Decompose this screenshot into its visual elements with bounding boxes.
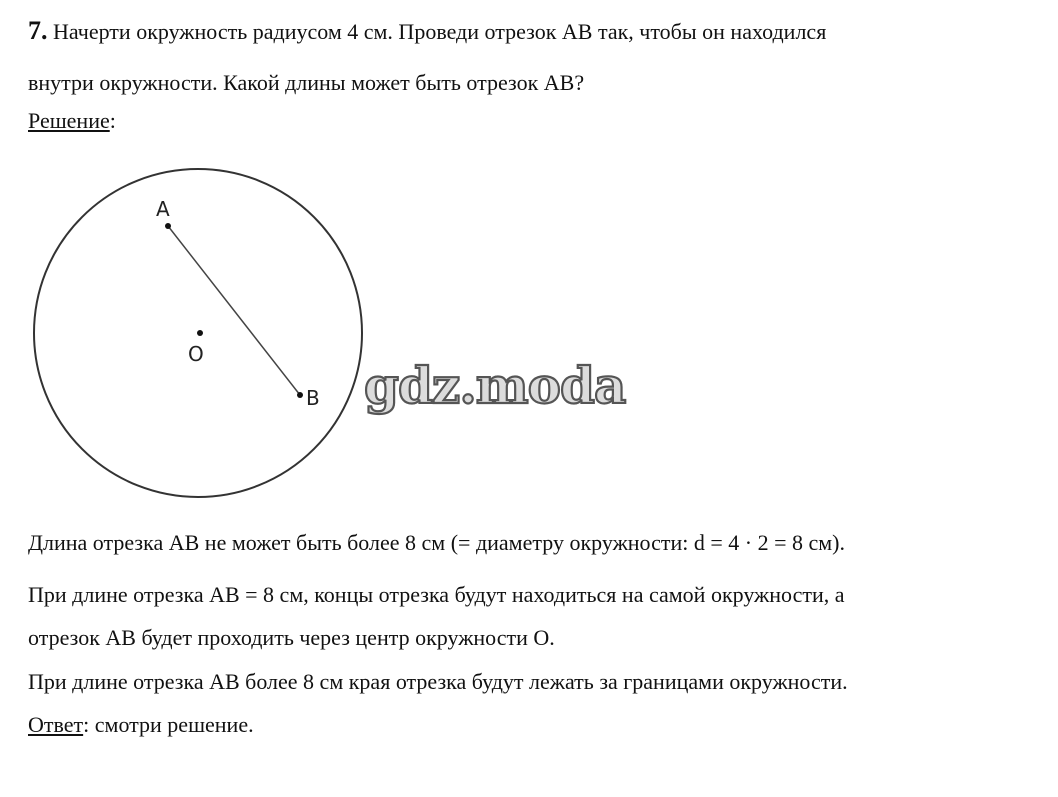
paragraph-1 bbox=[28, 530, 845, 556]
task-text-line-2: внутри окружности. Какой длины может быть отрезок АВ? bbox=[28, 70, 585, 95]
point-a bbox=[165, 223, 171, 229]
paragraph-3 bbox=[28, 669, 848, 695]
watermark-logo: gdz.moda bbox=[364, 356, 626, 415]
point-o bbox=[197, 330, 203, 336]
label-a: A bbox=[156, 197, 170, 221]
task-text-line-1: Начерти окружность радиусом 4 см. Проведи отрезок АВ так, чтобы он находился bbox=[53, 19, 827, 44]
paragraph-1-text: Длина отрезка АВ не может быть более 8 см (= диаметру окружности: d = 4 · 2 = 8 см). bbox=[28, 530, 846, 555]
label-o: O bbox=[188, 342, 204, 366]
answer-text: : смотри решение. bbox=[83, 712, 254, 737]
answer-line bbox=[28, 712, 254, 738]
label-b: B bbox=[306, 386, 320, 410]
solution-heading-label: Решение bbox=[28, 108, 110, 133]
task-number: 7. bbox=[28, 16, 48, 45]
paragraph-2-line-1 bbox=[28, 582, 845, 608]
paragraph-2-text-1: При длине отрезка АВ = 8 см, концы отрезка будут находиться на самой окружности, а bbox=[28, 582, 845, 607]
paragraph-2-line-2 bbox=[28, 625, 555, 651]
segment-ab bbox=[168, 226, 300, 395]
paragraph-2-text-2: отрезок АВ будет проходить через центр окружности О. bbox=[28, 625, 555, 650]
point-b bbox=[297, 392, 303, 398]
solution-heading-colon: : bbox=[109, 108, 116, 133]
answer-label: Ответ bbox=[28, 712, 84, 737]
paragraph-3-text: При длине отрезка АВ более 8 см края отрезка будут лежать за границами окружности. bbox=[28, 669, 848, 694]
